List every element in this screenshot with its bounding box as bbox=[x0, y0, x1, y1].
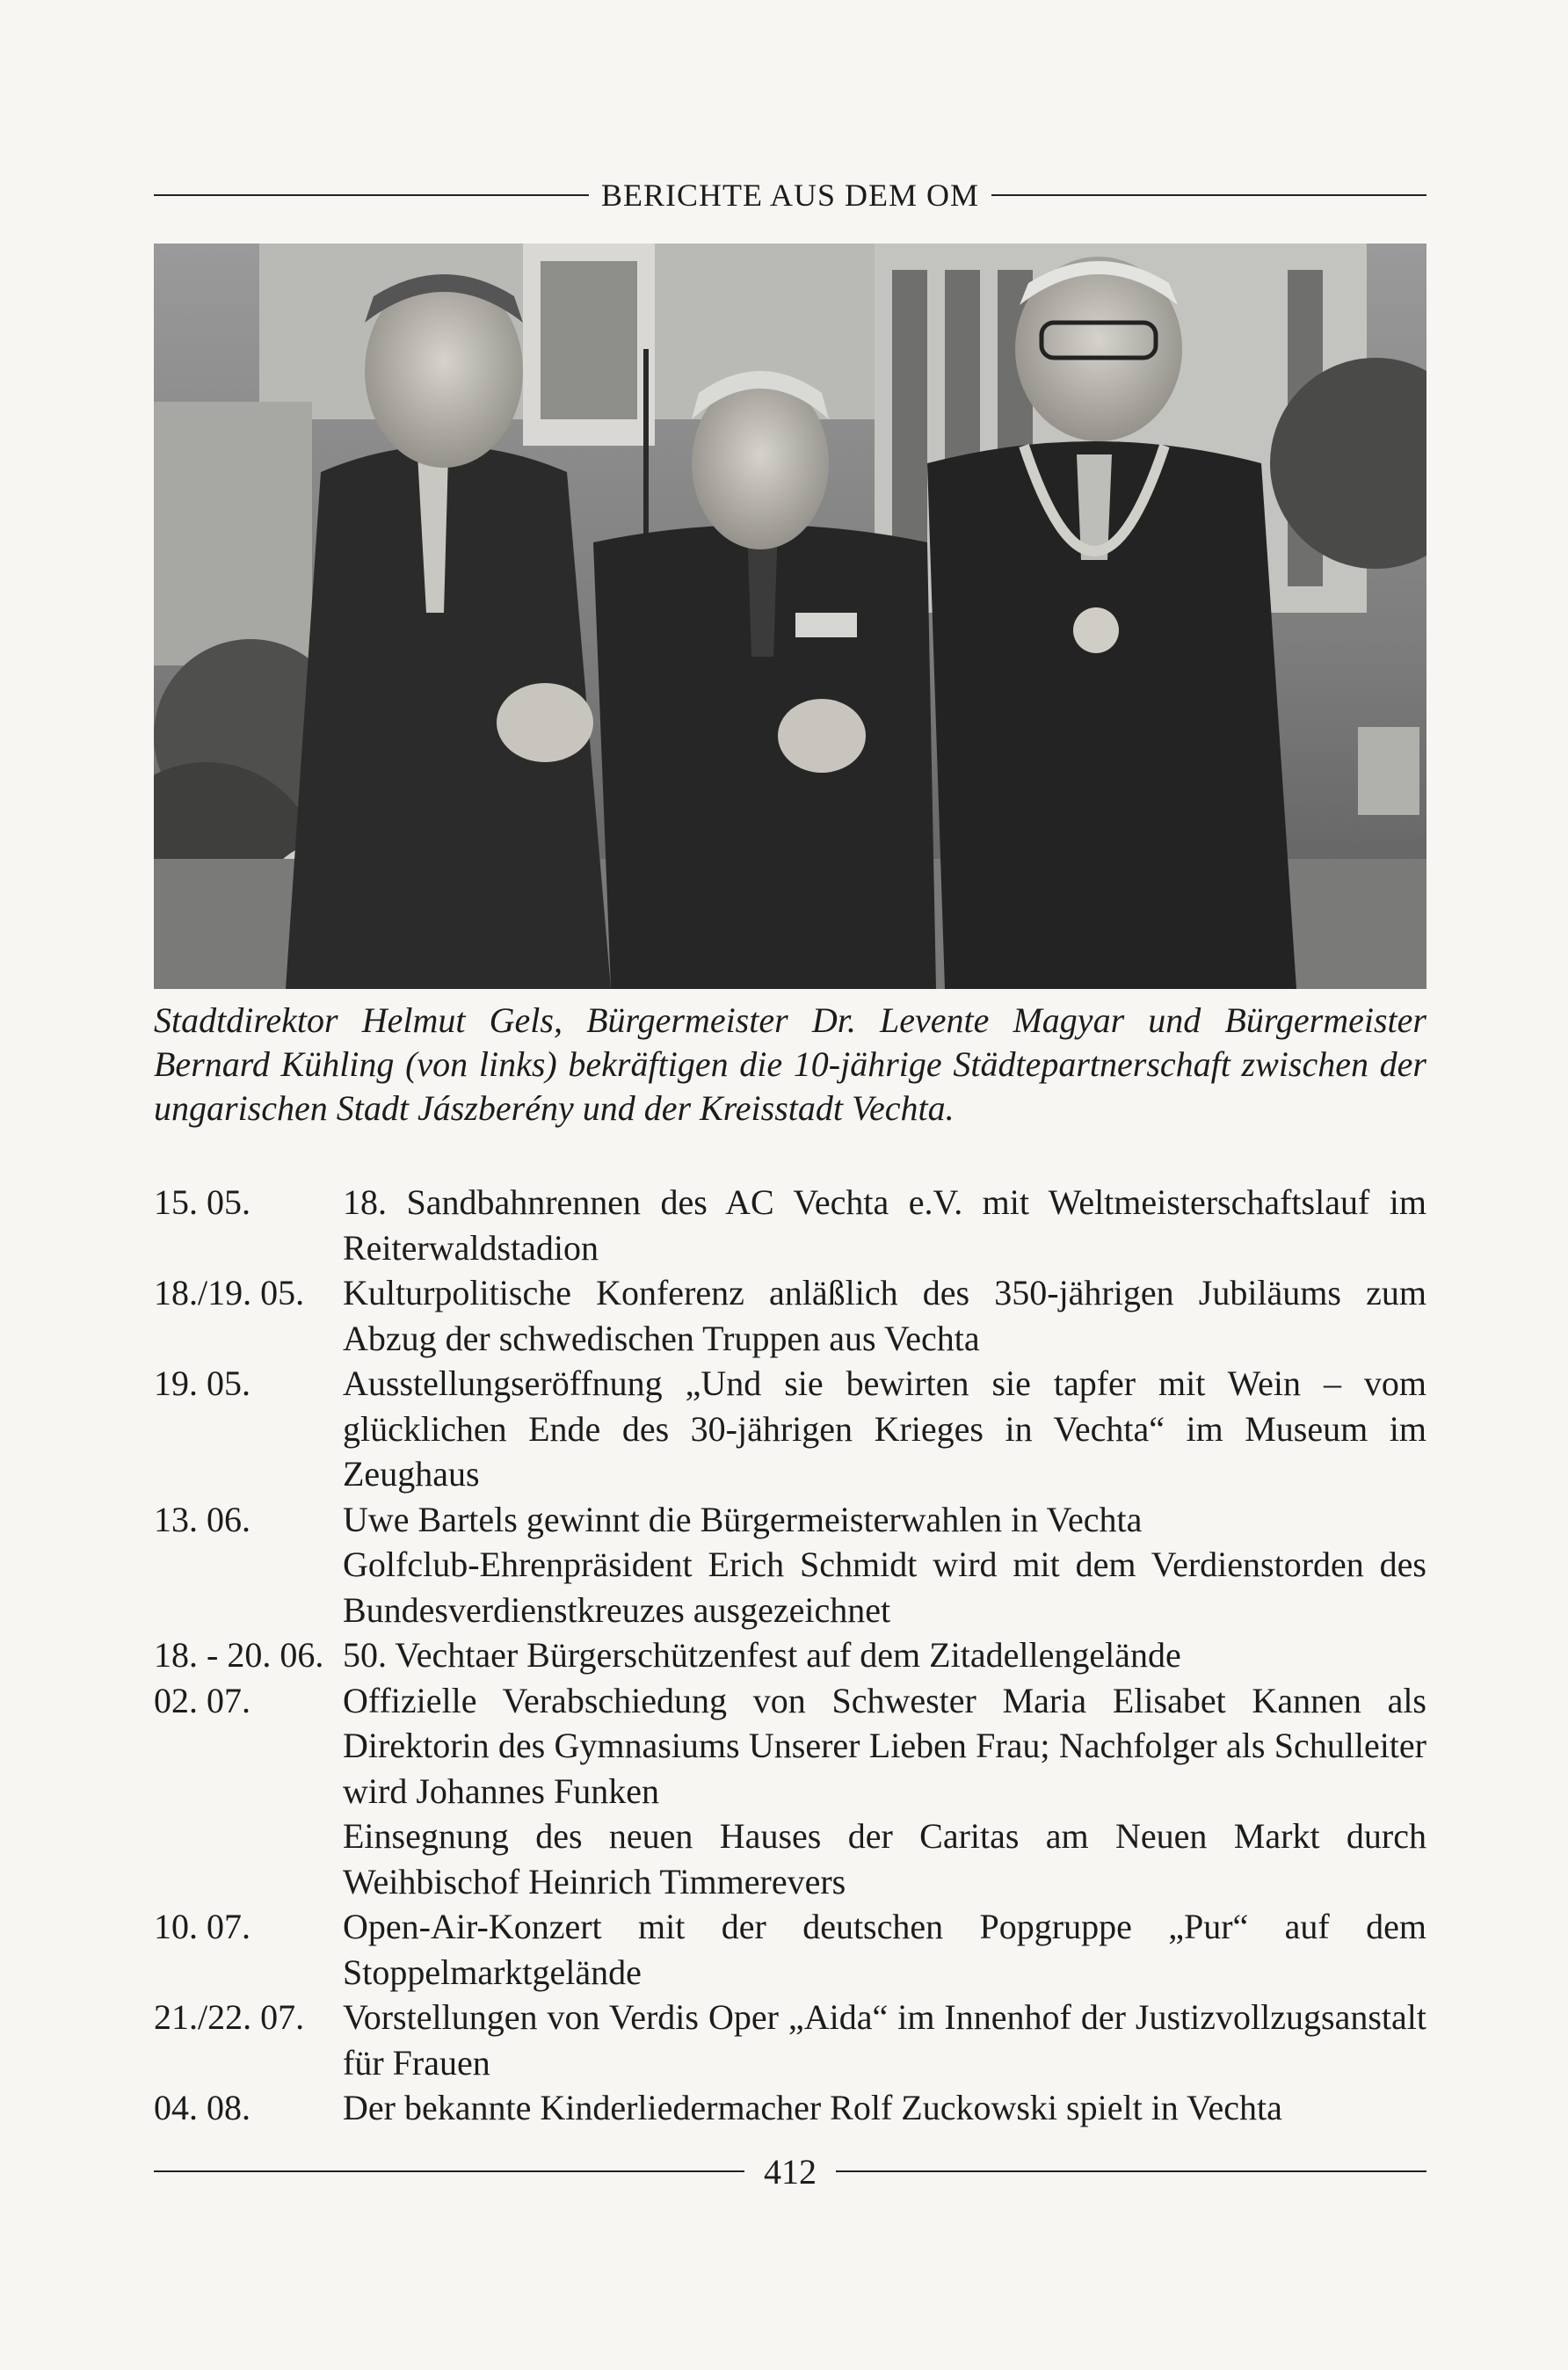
running-header-title: BERICHTE AUS DEM OM bbox=[600, 178, 980, 213]
photo-caption bbox=[154, 999, 1426, 1130]
entry-texts bbox=[343, 2085, 1426, 2131]
entry-date: 02. 07. bbox=[154, 1680, 250, 1720]
entry-texts bbox=[343, 1270, 1426, 1361]
entry-text: Der bekannte Kinderliedermacher Rolf Zuckowski spielt in Vechta bbox=[343, 2088, 1282, 2127]
entry-date: 04. 08. bbox=[154, 2088, 250, 2127]
entry-text: Einsegnung des neuen Hauses der Caritas am Neuen Markt durch Weihbischof Heinrich Timmerevers bbox=[343, 1816, 1426, 1901]
chronicle-list bbox=[154, 1180, 1426, 2131]
entry-texts bbox=[343, 1632, 1426, 1678]
entry-text: 50. Vechtaer Bürgerschützenfest auf dem Zitadellengelände bbox=[343, 1635, 1181, 1675]
entry-text: Golfclub-Ehrenpräsident Erich Schmidt wird mit dem Verdienstorden des Bundesverdienstkreuzes ausgezeichnet bbox=[343, 1545, 1426, 1630]
chronicle-entry bbox=[154, 1180, 1426, 1270]
entry-date: 19. 05. bbox=[154, 1363, 250, 1403]
page-footer bbox=[154, 2145, 1426, 2198]
entry-date: 21./22. 07. bbox=[154, 1997, 305, 2037]
chronicle-entry bbox=[154, 1270, 1426, 1361]
entry-text: 18. Sandbahnrennen des AC Vechta e.V. mit Weltmeisterschaftslauf im Reiterwaldstadion bbox=[343, 1182, 1426, 1268]
entry-date: 10. 07. bbox=[154, 1907, 250, 1946]
entry-texts bbox=[343, 1180, 1426, 1270]
page-number: 412 bbox=[764, 2151, 817, 2192]
entry-text: Ausstellungseröffnung „Und sie bewirten sie tapfer mit Wein – vom glücklichen Ende des 30-jährigen Krieges in Vechta“ im Museum im Zeughaus bbox=[343, 1363, 1426, 1494]
footer-rule-right bbox=[836, 2170, 1426, 2172]
header-rule-left bbox=[154, 194, 589, 196]
entry-text: Offizielle Verabschiedung von Schwester Maria Elisabet Kannen als Direktorin des Gymnasiums Unserer Lieben Frau; Nachfolger als Schulleiter wird Johannes Funken bbox=[343, 1680, 1426, 1811]
chronicle-entry bbox=[154, 1995, 1426, 2085]
entry-texts bbox=[343, 1995, 1426, 2085]
chronicle-entry bbox=[154, 2085, 1426, 2131]
entry-texts bbox=[343, 1904, 1426, 1995]
entry-text: Kulturpolitische Konferenz anläßlich des 350-jährigen Jubiläums zum Abzug der schwedischen Truppen aus Vechta bbox=[343, 1273, 1426, 1358]
entry-texts bbox=[343, 1497, 1426, 1633]
chronicle-entry bbox=[154, 1497, 1426, 1633]
entry-text: Open-Air-Konzert mit der deutschen Popgruppe „Pur“ auf dem Stoppelmarktgelände bbox=[343, 1907, 1426, 1992]
entry-text: Uwe Bartels gewinnt die Bürgermeisterwahlen in Vechta bbox=[343, 1499, 1143, 1539]
entry-date: 15. 05. bbox=[154, 1182, 250, 1222]
footer-rule-left bbox=[154, 2170, 744, 2172]
chronicle-entry bbox=[154, 1361, 1426, 1497]
photo-caption-text: Stadtdirektor Helmut Gels, Bürgermeister Dr. Levente Magyar und Bürgermeister Bernard Kühling (von links) bekräftigen die 10-jährige Städtepartnerschaft zwischen der ungarischen Stadt Jászberény und der Kreisstadt Vechta. bbox=[154, 1000, 1426, 1128]
running-header bbox=[154, 169, 1426, 222]
chronicle-entry bbox=[154, 1904, 1426, 1995]
entry-texts bbox=[343, 1678, 1426, 1905]
entry-date: 18. - 20. 06. bbox=[154, 1635, 324, 1675]
entry-date: 13. 06. bbox=[154, 1499, 250, 1539]
chronicle-entry bbox=[154, 1632, 1426, 1678]
chronicle-entry bbox=[154, 1678, 1426, 1905]
entry-texts bbox=[343, 1361, 1426, 1497]
header-rule-right bbox=[991, 194, 1426, 196]
entry-text: Vorstellungen von Verdis Oper „Aida“ im Innenhof der Justizvollzugsanstalt für Frauen bbox=[343, 1997, 1426, 2083]
entry-date: 18./19. 05. bbox=[154, 1273, 305, 1312]
handshake-photo bbox=[154, 244, 1426, 989]
